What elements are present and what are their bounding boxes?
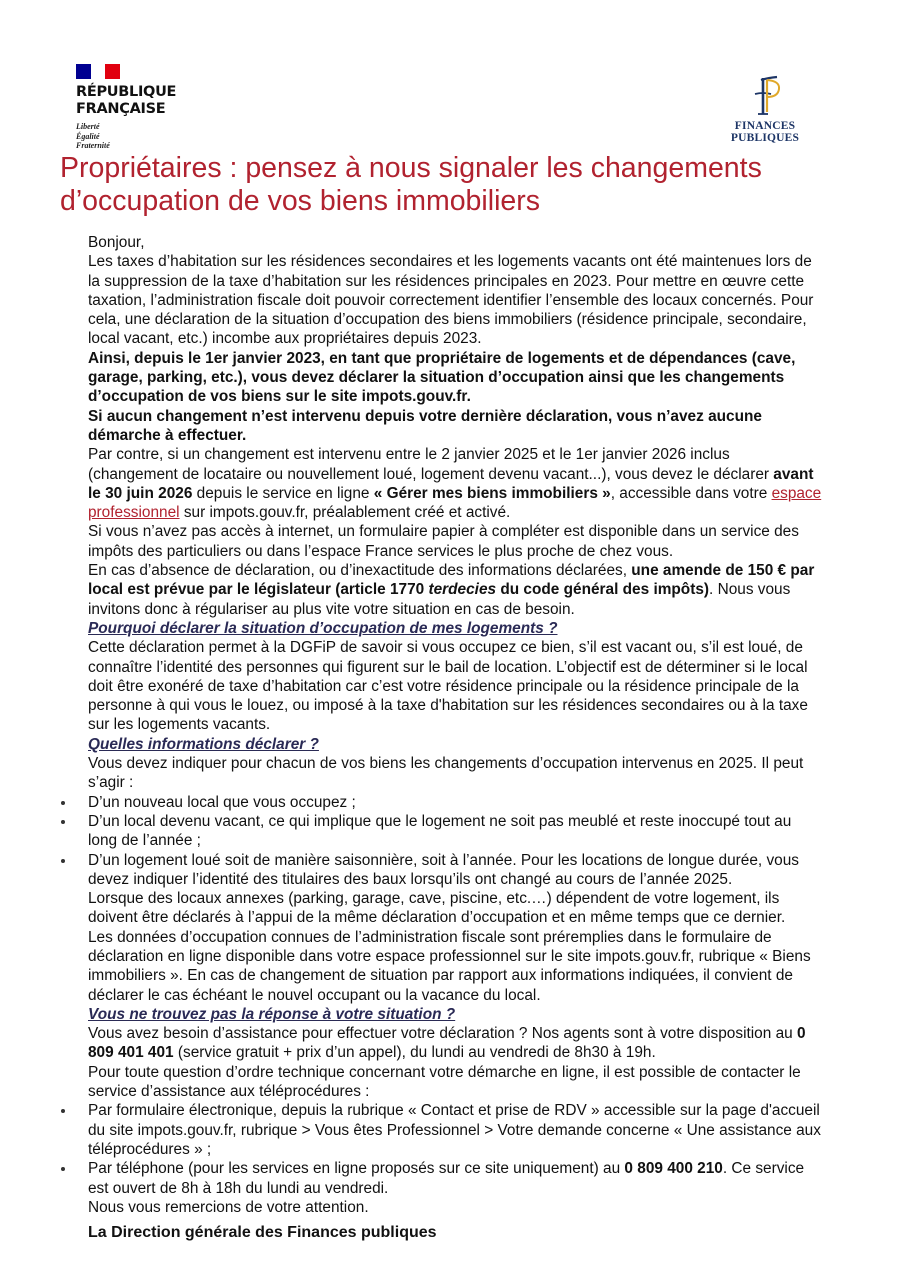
text-segment: Les taxes d’habitation sur les résidences secondaires et les logements vacants ont été maintenues lors de la suppression de la taxe d’habitation sur les résidences principales en 2023. Pour mettre en œuvre cette taxation, l’administration fiscale doit pouvoir correctement identifier l’ensemble des locaux concernés. Pour cela, une déclaration de la situation d’occupation des biens immobiliers (résidence principale, secondaire, local vacant, etc.) incombe aux propriétaires depuis 2023. bbox=[88, 253, 814, 348]
paragraph bbox=[88, 638, 823, 734]
paragraph bbox=[88, 233, 823, 252]
text-segment: 0 809 400 210 bbox=[624, 1160, 723, 1178]
text-segment: Cette déclaration permet à la DGFiP de savoir si vous occupez ce bien, s’il est vacant ou, s’il est loué, de connaître l’identité des personnes qui figurent sur le bail de location. L’objectif est de déterminer si le local doit être exonéré de taxe d’habitation car c’est votre résidence principale ou la résidence principale de la personne à qui vous le louez, ou imposé à la taxe d'habitation sur les résidences secondaires ou à la taxe sur les logements vacants. bbox=[88, 639, 808, 734]
page-title: Propriétaires : pensez à nous signaler les changements d’occupation de vos biens immobiliers bbox=[60, 152, 762, 217]
list-item bbox=[88, 1159, 823, 1198]
paragraph bbox=[88, 349, 823, 407]
section-heading bbox=[88, 619, 823, 638]
paragraph bbox=[88, 1198, 823, 1217]
text-segment: En cas d’absence de déclaration, ou d’inexactitude des informations déclarées, bbox=[88, 562, 632, 580]
text-segment: (service gratuit + prix d’un appel), du lundi au vendredi de 8h30 à 19h. bbox=[173, 1044, 656, 1062]
text-segment: sur impots.gouv.fr, préalablement créé et activé. bbox=[179, 504, 511, 522]
finances-publiques-logo bbox=[700, 72, 830, 144]
text-segment: D’un nouveau local que vous occupez ; bbox=[88, 793, 356, 811]
text-segment: Quelles informations déclarer ? bbox=[88, 735, 319, 753]
finances-publiques-name: FINANCES PUBLIQUES bbox=[730, 120, 800, 144]
paragraph bbox=[88, 754, 823, 793]
list-item bbox=[88, 1101, 823, 1159]
section-heading bbox=[88, 735, 823, 754]
text-segment: Les données d’occupation connues de l’administration fiscale sont préremplies dans le formulaire de déclaration en ligne disponible dans votre espace professionnel sur le site impots.gouv.fr, rubrique « Biens immobiliers ». En cas de changement de situation par rapport aux informations indiquées, il convient de déclarer le cas échéant le nouvel occupant ou la vacance du local. bbox=[88, 928, 811, 1004]
text-segment: Par contre, si un changement est intervenu entre le 2 janvier 2025 et le 1er janvier 2026 inclus (changement de locataire ou nouvellement loué, logement devenu vacant...), vous devez le déclarer bbox=[88, 446, 774, 483]
republique-francaise-logo bbox=[76, 64, 176, 151]
text-segment: Par téléphone (pour les services en ligne proposés sur ce site uniquement) au bbox=[88, 1160, 625, 1178]
text-segment: Vous devez indiquer pour chacun de vos biens les changements d’occupation intervenus en 2025. Il peut s’agir : bbox=[88, 755, 804, 792]
marianne-flag-icon bbox=[76, 64, 120, 79]
text-segment: Pour toute question d’ordre technique concernant votre démarche en ligne, il est possible de contacter le service d’assistance aux téléprocédures : bbox=[88, 1063, 801, 1101]
paragraph bbox=[88, 1024, 823, 1063]
paragraph bbox=[88, 889, 823, 928]
text-segment: Si vous n’avez pas accès à internet, un formulaire papier à compléter est disponible dans un service des impôts des particuliers ou dans l’espace France services le plus proche de chez vous. bbox=[88, 523, 799, 560]
list-item bbox=[88, 851, 823, 890]
text-segment: « Gérer mes biens immobiliers » bbox=[373, 484, 611, 502]
list-item bbox=[88, 793, 823, 812]
paragraph bbox=[88, 561, 823, 619]
list-item bbox=[88, 812, 823, 851]
motto-line: Égalité bbox=[76, 131, 100, 141]
section-heading bbox=[88, 1005, 823, 1024]
text-segment: depuis le service en ligne bbox=[192, 484, 374, 502]
text-segment: Pourquoi déclarer la situation d’occupation de mes logements ? bbox=[88, 619, 558, 637]
paragraph bbox=[88, 522, 823, 561]
text-segment: , accessible dans votre bbox=[610, 484, 772, 502]
paragraph bbox=[88, 252, 823, 348]
paragraph bbox=[88, 1063, 823, 1102]
bullet-list bbox=[88, 1101, 823, 1197]
letter-body bbox=[88, 233, 823, 1242]
logo-line: RÉPUBLIQUE bbox=[76, 84, 177, 100]
bullet-list bbox=[88, 793, 823, 889]
motto-line: Liberté bbox=[76, 122, 100, 131]
text-segment: terdecies bbox=[428, 581, 497, 599]
text-segment: D’un local devenu vacant, ce qui implique que le logement ne soit pas meublé et reste inoccupé tout au long de l’année ; bbox=[88, 812, 792, 850]
text-segment: Lorsque des locaux annexes (parking, garage, cave, piscine, etc.…) dépendent de votre logement, ils doivent être déclarés à l’appui de la même déclaration d’occupation et en même temps que ce dernier. bbox=[88, 890, 786, 927]
text-segment: du code général des impôts) bbox=[496, 581, 710, 599]
paragraph bbox=[88, 445, 823, 522]
logo-line: FRANÇAISE bbox=[76, 101, 166, 117]
text-segment: Si aucun changement n’est intervenu depuis votre dernière déclaration, vous n’avez aucune démarche à effectuer. bbox=[88, 407, 762, 444]
espace-professionnel-link[interactable]: espace professionnel bbox=[88, 484, 822, 522]
signature bbox=[88, 1223, 823, 1242]
text-segment: avant le 30 juin 2026 bbox=[88, 465, 814, 502]
text-segment: Vous ne trouvez pas la réponse à votre situation ? bbox=[88, 1005, 456, 1023]
text-segment: Vous avez besoin d’assistance pour effectuer votre déclaration ? Nos agents sont à votre disposition au bbox=[88, 1025, 797, 1043]
text-segment: . Ce service est ouvert de 8h à 18h du lundi au vendredi. bbox=[88, 1160, 805, 1197]
text-segment: une amende de 150 € par local est prévue par le législateur (article 1770 bbox=[88, 562, 815, 599]
text-segment: La Direction générale des Finances publiques bbox=[88, 1224, 437, 1242]
motto-line: Fraternité bbox=[76, 141, 110, 150]
paragraph bbox=[88, 407, 823, 446]
text-segment: D’un logement loué soit de manière saisonnière, soit à l’année. Pour les locations de longue durée, vous devez indiquer l’identité des titulaires des baux lorsqu’ils ont changé au cours de l’année 2025. bbox=[88, 851, 799, 888]
text-segment: Nous vous remercions de votre attention. bbox=[88, 1198, 369, 1216]
text-segment: Par formulaire électronique, depuis la rubrique « Contact et prise de RDV » accessible sur la page d'accueil du site impots.gouv.fr, rubrique > Vous êtes Professionnel > Votre demande concerne « Une assistance aux téléprocédures » ; bbox=[88, 1102, 821, 1158]
text-segment: . Nous vous invitons donc à régulariser au plus vite votre situation en cas de besoin. bbox=[88, 581, 791, 618]
fp-monogram-icon bbox=[700, 72, 830, 118]
text-segment: Bonjour, bbox=[88, 234, 145, 251]
text-segment: Ainsi, depuis le 1er janvier 2023, en tant que propriétaire de logements et de dépendances (cave, garage, parking, etc.), vous devez déclarer la situation d’occupation ainsi que les changements d’occupation de vos biens sur le site impots.gouv.fr. bbox=[88, 349, 796, 406]
text-segment: 0 809 401 401 bbox=[88, 1025, 806, 1062]
paragraph bbox=[88, 928, 823, 1005]
